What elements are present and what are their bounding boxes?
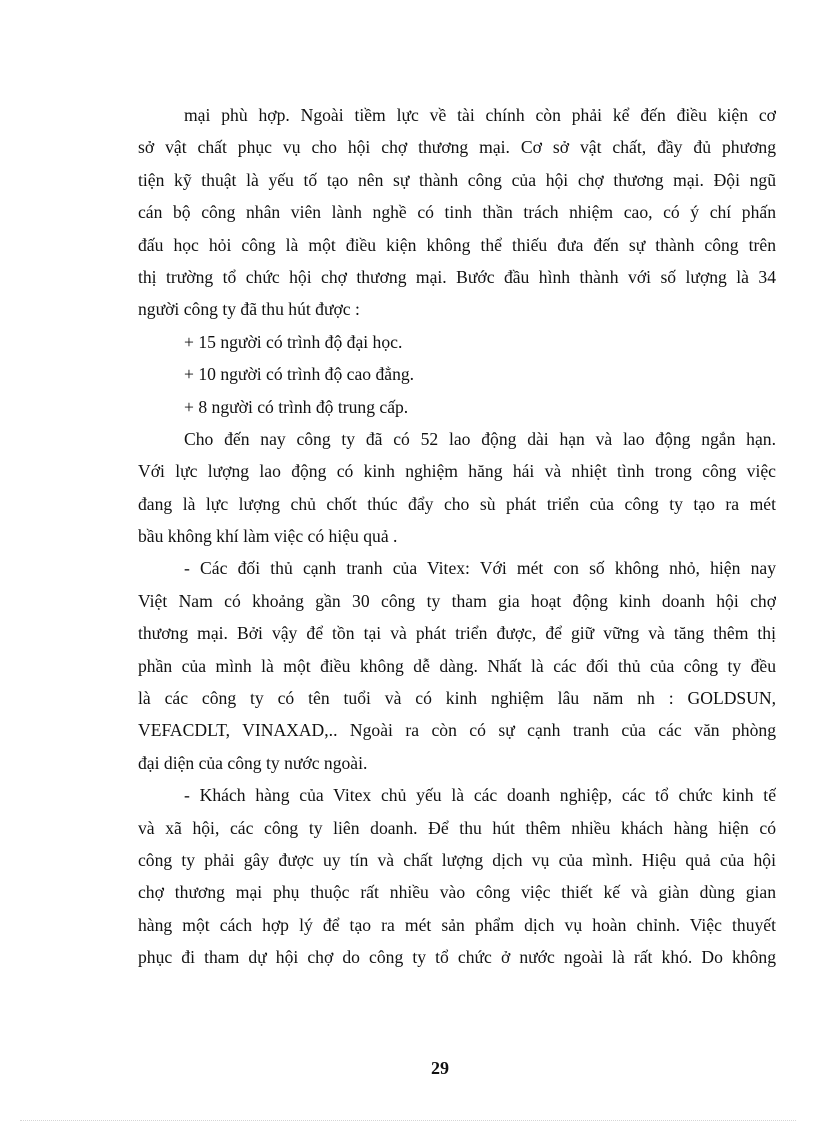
text-line: phần của mình là một điều không dễ dàng. Nhất là các đối thủ của công ty đều <box>138 655 776 676</box>
list-item: + 8 người có trình độ trung cấp. <box>184 396 409 417</box>
text-line: người công ty đã thu hút được : <box>138 299 360 320</box>
footer-divider <box>20 1120 796 1121</box>
text-line: Cho đến nay công ty đã có 52 lao động dài hạn và lao động ngắn hạn. <box>184 428 776 449</box>
text-line: VEFACDLT, VINAXAD,.. Ngoài ra còn có sự cạnh tranh của các văn phòng <box>138 720 776 741</box>
text-line: đang là lực lượng chủ chốt thúc đẩy cho sù phát triển của công ty tạo ra mét <box>138 493 776 514</box>
body-text <box>138 99 776 974</box>
text-line: Việt Nam có khoảng gần 30 công ty tham gia hoạt động kinh doanh hội chợ <box>138 590 776 611</box>
text-line: chợ thương mại phụ thuộc rất nhiều vào công việc thiết kế và giàn dùng gian <box>138 882 776 903</box>
page-number: 29 <box>431 1058 449 1078</box>
text-line: thị trường tổ chức hội chợ thương mại. Bước đầu hình thành với số lượng là 34 <box>138 266 776 287</box>
text-line: sở vật chất phục vụ cho hội chợ thương mại. Cơ sở vật chất, đầy đủ phương <box>138 137 776 158</box>
text-line: là các công ty có tên tuổi và có kinh nghiệm lâu năm nh : GOLDSUN, <box>138 688 776 709</box>
text-line: cán bộ công nhân viên lành nghề có tinh thần trách nhiệm cao, có ý chí phấn <box>138 202 776 223</box>
text-line: công ty phải gây được uy tín và chất lượng dịch vụ của mình. Hiệu quả của hội <box>138 849 776 870</box>
list-item: + 15 người có trình độ đại học. <box>184 331 403 352</box>
text-line: thương mại. Bởi vậy để tồn tại và phát triển được, để giữ vững và tăng thêm thị <box>138 623 776 644</box>
text-line: và xã hội, các công ty liên doanh. Để thu hút thêm nhiều khách hàng hiện có <box>138 817 776 838</box>
text-line: - Các đối thủ cạnh tranh của Vitex: Với mét con số không nhỏ, hiện nay <box>184 558 776 579</box>
text-line: tiện kỹ thuật là yếu tố tạo nên sự thành công của hội chợ thương mại. Đội ngũ <box>138 169 776 190</box>
text-line: đấu học hỏi công là một điều kiện không thể thiếu đưa đến sự thành công trên <box>138 234 776 255</box>
text-line: - Khách hàng của Vitex chủ yếu là các doanh nghiệp, các tổ chức kinh tế <box>184 785 776 806</box>
text-line: đại diện của công ty nước ngoài. <box>138 752 368 773</box>
text-line: phục đi tham dự hội chợ do công ty tổ chức ở nước ngoài là rất khó. Do không <box>138 947 776 968</box>
list-item: + 10 người có trình độ cao đẳng. <box>184 364 415 385</box>
text-line: hàng một cách hợp lý để tạo ra mét sản phẩm dịch vụ hoàn chỉnh. Việc thuyết <box>138 914 776 935</box>
text-line: Với lực lượng lao động có kinh nghiệm hăng hái và nhiệt tình trong công việc <box>138 461 776 482</box>
text-line: mại phù hợp. Ngoài tiềm lực về tài chính còn phải kể đến điều kiện cơ <box>184 105 776 125</box>
text-line: bầu không khí làm việc có hiệu quả . <box>138 526 398 547</box>
